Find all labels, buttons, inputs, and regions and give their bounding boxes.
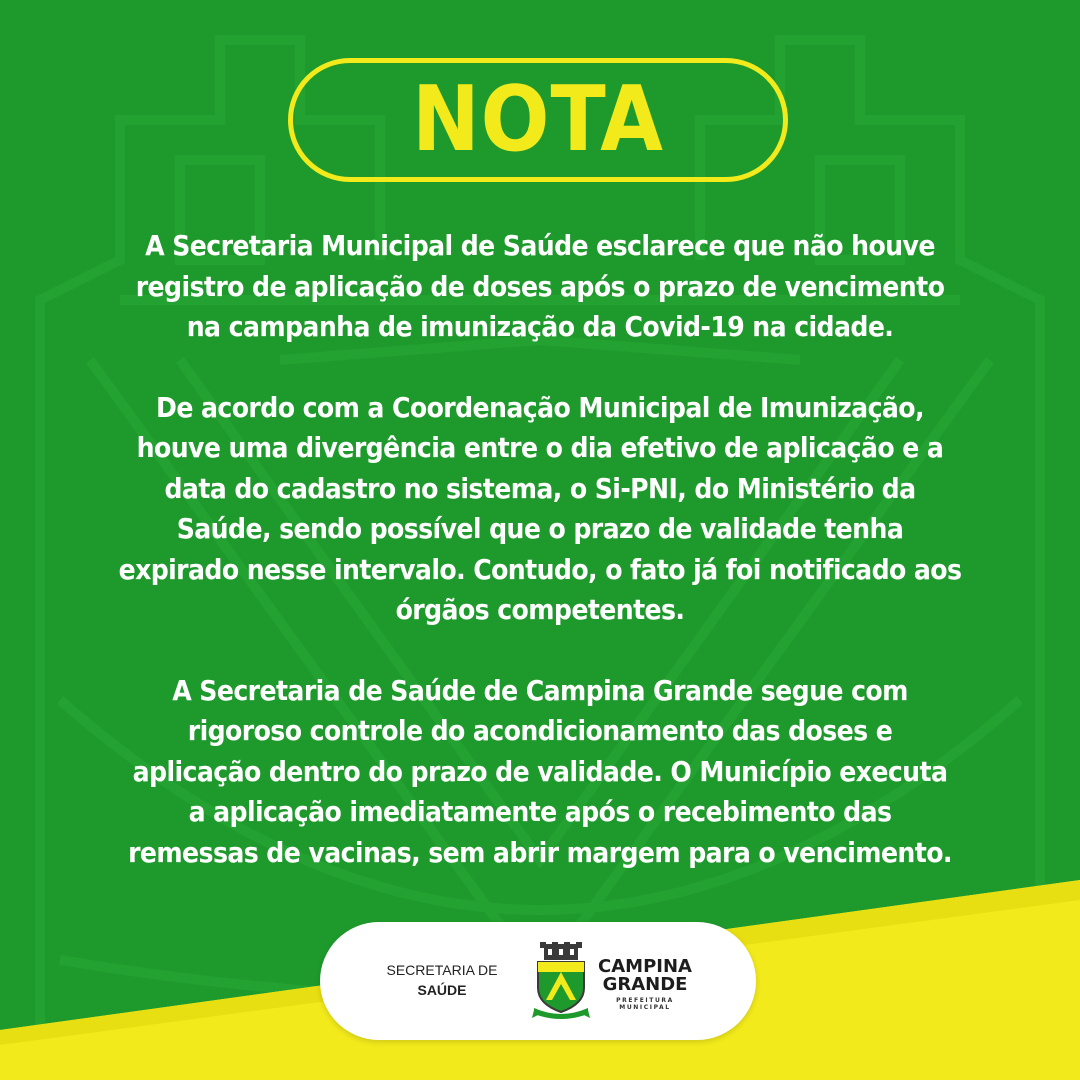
- page-title: NOTA: [412, 67, 664, 172]
- city-subtitle: PREFEITURA MUNICIPAL: [616, 997, 674, 1011]
- secretaria-line-2: SAÚDE: [417, 982, 467, 998]
- coat-of-arms-icon: [532, 942, 590, 1020]
- paragraph-clarification: A Secretaria Municipal de Saúde esclarece que não houve registro de aplicação de doses após o prazo de vencimento na campanha de imunização da Covid-19 na cidade.: [135, 229, 945, 343]
- paragraph-control: A Secretaria de Saúde de Campina Grande segue com rigoroso controle do acondicionamento das doses e aplicação dentro do prazo de validade. O Município executa a aplicação imediatamente após o recebimento das remessas de vacinas, sem abrir margem para o vencimento.: [128, 673, 952, 869]
- city-name: [590, 958, 700, 994]
- note-body: [60, 226, 1020, 873]
- title-pill: [288, 58, 788, 182]
- paragraph-divergence: De acordo com a Coordenação Municipal de Imunização, houve uma divergência entre o dia efetivo de aplicação e a data do cadastro no sistema, o Si-PNI, do Ministério da Saúde, sendo possível que o prazo de validade tenha expirado nesse intervalo. Contudo, o fato já foi notificado aos órgãos competentes.: [118, 390, 962, 626]
- secretaria-label: [372, 960, 512, 1000]
- city-line-2: GRANDE: [602, 974, 688, 995]
- city-line-1: CAMPINA: [598, 956, 692, 977]
- footer-logo-badge: [320, 922, 756, 1040]
- secretaria-line-1: SECRETARIA DE: [386, 962, 498, 978]
